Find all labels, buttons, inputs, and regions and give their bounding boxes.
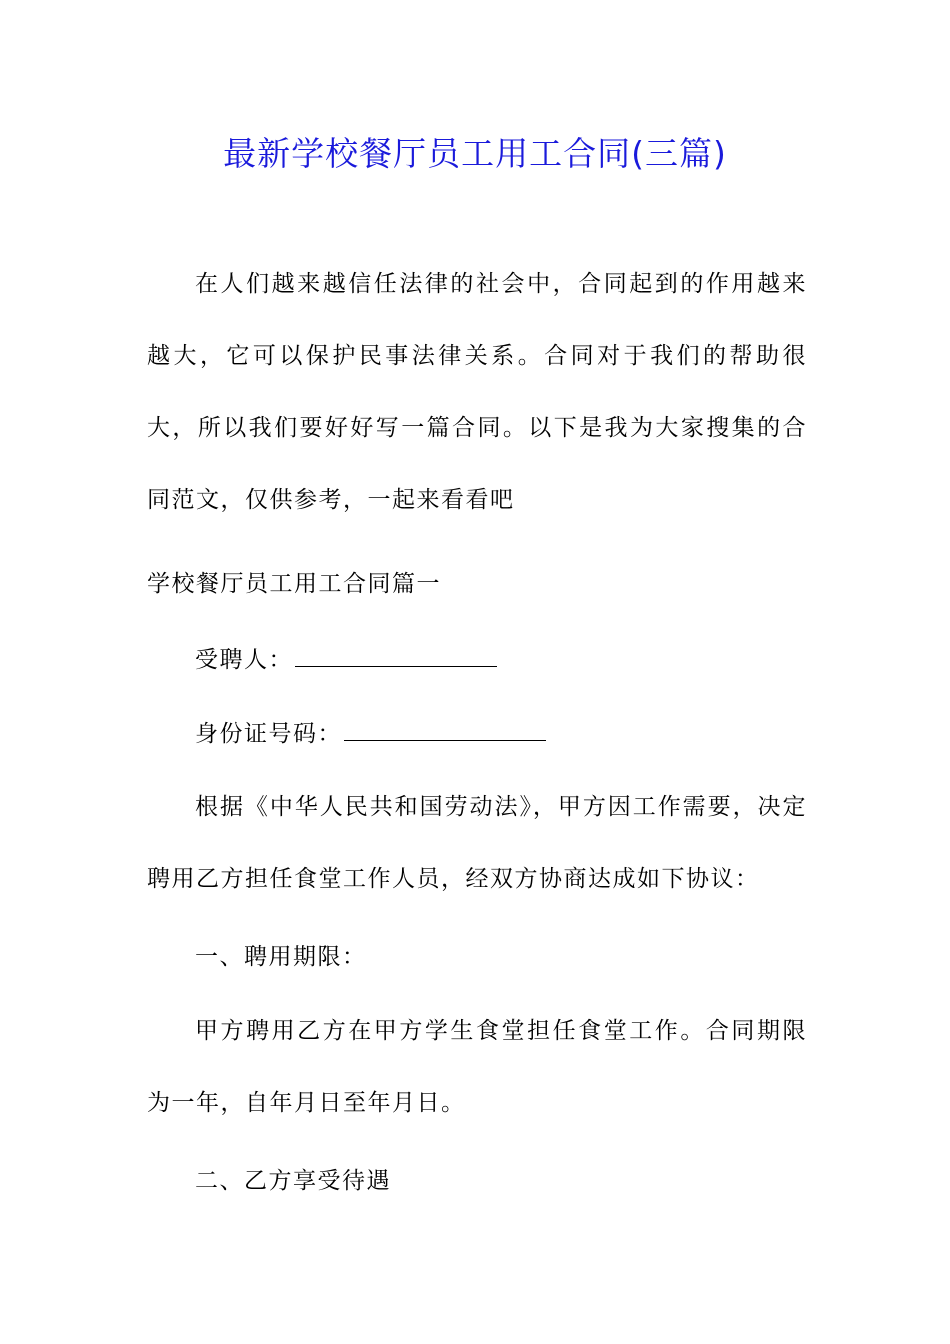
employee-field-row [147, 640, 807, 680]
clause1-heading: 一、聘用期限： [195, 944, 367, 970]
section-heading: 学校餐厅员工用工合同篇一 [147, 571, 441, 597]
basis-paragraph: 根据《中华人民共和国劳动法》，甲方因工作需要，决定聘用乙方担任食堂工作人员，经双方协商达成如下协议： [147, 794, 807, 892]
employee-blank-line [295, 646, 497, 667]
id-blank-line [344, 720, 546, 741]
id-label: 身份证号码： [195, 721, 342, 747]
id-field-row [147, 714, 807, 754]
employee-label: 受聘人： [195, 647, 293, 673]
intro-paragraph: 在人们越来越信任法律的社会中，合同起到的作用越来越大，它可以保护民事法律关系。合同对于我们的帮助很大，所以我们要好好写一篇合同。以下是我为大家搜集的合同范文，仅供参考，一起来看看吧 [147, 271, 807, 513]
clause1-text: 甲方聘用乙方在甲方学生食堂担任食堂工作。合同期限为一年，自年月日至年月日。 [147, 1018, 807, 1116]
clause2-heading: 二、乙方享受待遇 [195, 1168, 391, 1194]
document-title: 最新学校餐厅员工用工合同(三篇) [223, 134, 727, 173]
